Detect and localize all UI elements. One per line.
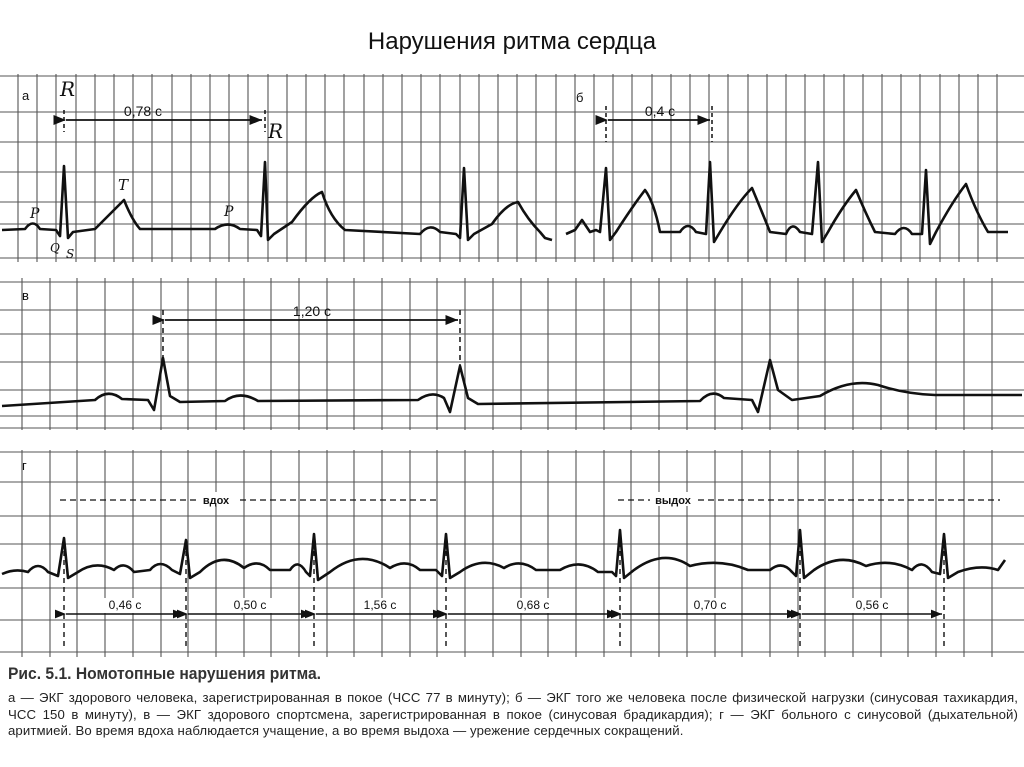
wave-label-q: Q xyxy=(50,241,60,255)
rr-interval-label: 0,68 с xyxy=(516,598,550,612)
wave-label-p1: P xyxy=(30,206,40,222)
caption-heading: Рис. 5.1. Номотопные нарушения ритма. xyxy=(8,664,322,683)
interval-label-v: 1,20 с xyxy=(292,303,332,319)
exhale-label: выдох xyxy=(655,495,691,507)
figure-caption xyxy=(8,664,1018,740)
inhale-label: вдох xyxy=(202,495,230,507)
wave-label-r2: R xyxy=(268,119,284,143)
wave-label-t: T xyxy=(118,176,129,194)
panel-v-letter: в xyxy=(22,288,29,303)
ecg-trace-a xyxy=(2,162,552,240)
ecg-figure-svg xyxy=(0,72,1024,662)
ecg-figure xyxy=(0,72,1024,662)
panel-g-letter: г xyxy=(22,458,27,473)
rr-interval-label: 0,46 с xyxy=(108,598,142,612)
caption-body: а — ЭКГ здорового человека, зарегистрированная в покое (ЧСС 77 в минуту); б — ЭКГ того же человека после физической нагрузки (синусовая тахикардия, ЧСС 150 в минуту), в — ЭКГ здорового спортсмена, зарегистрированная в покое (синусовая брадикардия); г — ЭКГ больного с синусовой (дыхательной) аритмией. Во время вдоха наблюдается учащение, а во время выдоха — урежение сердечных сокращений. xyxy=(8,690,1018,738)
interval-label-b: 0,4 с xyxy=(644,103,676,119)
rr-interval-label: 0,56 с xyxy=(855,598,889,612)
rr-intervals-g xyxy=(64,542,944,650)
panel-a-letter: а xyxy=(22,88,30,103)
ecg-trace-v xyxy=(2,358,1022,412)
panel-b-letter: б xyxy=(576,90,584,105)
wave-label-p2: P xyxy=(224,204,234,220)
rr-interval-label: 0,70 с xyxy=(693,598,727,612)
rr-interval-label: 0,50 с xyxy=(233,598,267,612)
rr-interval-label: 1,56 с xyxy=(363,598,397,612)
interval-label-a: 0,78 с xyxy=(123,103,163,119)
wave-label-s: S xyxy=(66,247,75,261)
ecg-trace-g xyxy=(2,530,1005,580)
wave-label-r1: R xyxy=(60,77,76,101)
slide-title: Нарушения ритма сердца xyxy=(367,28,657,55)
ecg-grid-g xyxy=(0,450,1024,657)
